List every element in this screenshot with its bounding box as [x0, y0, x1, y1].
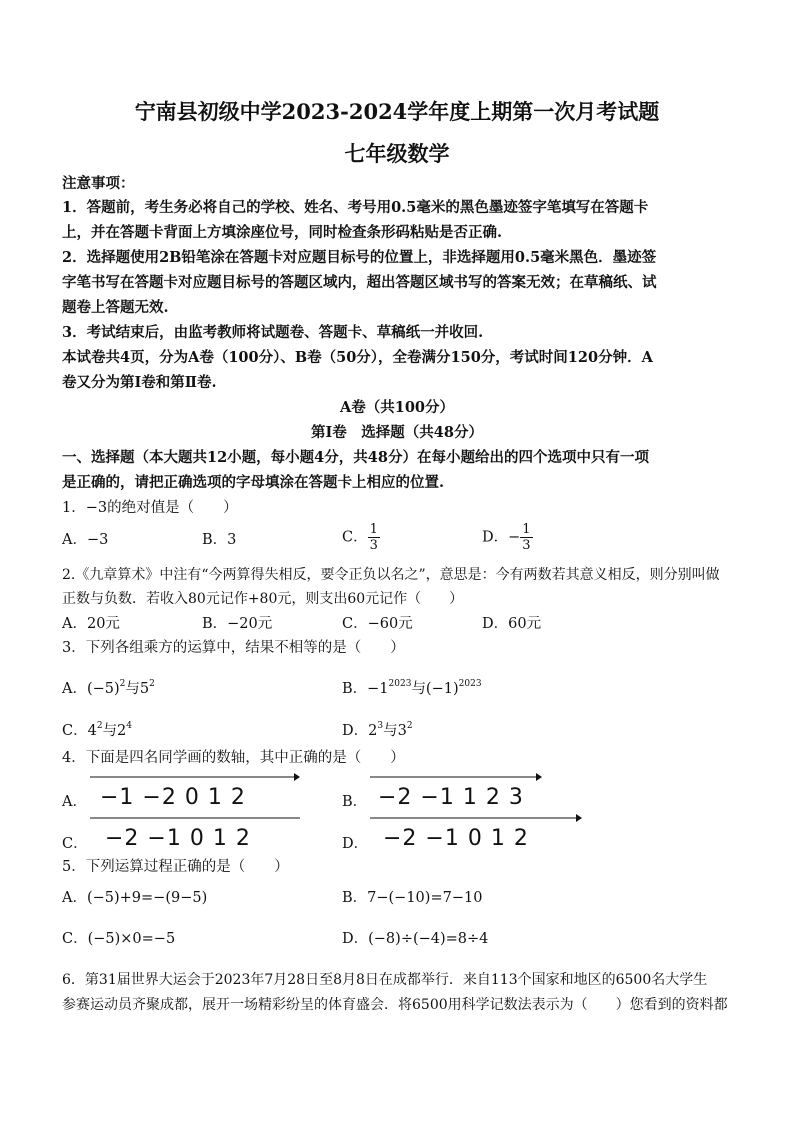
q4-option-a-numbers: −1 −2 0 1 2 [100, 785, 246, 810]
q1-option-d-label: D．− [482, 529, 521, 546]
q3-stem: 3．下列各组乘方的运算中，结果不相等的是（ ） [62, 640, 405, 656]
q6-stem-1: 6．第31届世界大运会于2023年7月28日至8月8日在成都举行．来自113个国家和地区的6500名大学生 [62, 972, 708, 988]
q3-d-base: D．2 [342, 723, 378, 739]
part-1-title: 第Ⅰ卷 选择题（共48分） [311, 424, 483, 441]
q4-option-a-axis [88, 770, 300, 784]
q1-d-denominator: 3 [522, 538, 531, 553]
notes-line-6: 3．考试结束后，由监考教师将试题卷、答题卡、草稿纸一并收回. [62, 324, 484, 341]
number-line-arrow [368, 770, 542, 784]
q3-c-exp-1: 2 [96, 721, 103, 731]
q3-option-c [62, 716, 132, 741]
q3-d-exp-1: 3 [377, 721, 384, 731]
notes-line-7: 本试卷共4页，分为A卷（100分）、B卷（50分），全卷满分150分，考试时间120分钟．A [62, 349, 653, 366]
q4-option-c-label: C． [62, 836, 88, 852]
q3-b-mid: 与(−1) [411, 681, 459, 697]
number-line-arrow [368, 811, 582, 825]
q4-option-d-numbers: −2 −1 0 1 2 [383, 826, 529, 851]
q4-option-c-numbers: −2 −1 0 1 2 [105, 826, 251, 851]
q3-a-base: A．(−5) [62, 681, 120, 697]
q3-d-mid: 与3 [383, 723, 407, 739]
q3-b-exp-1: 2023 [388, 679, 412, 689]
q5-option-b: B．7−(−10)=7−10 [342, 890, 483, 906]
q1-c-denominator: 3 [369, 538, 378, 553]
q3-c-exp-2: 4 [126, 721, 133, 731]
q3-a-mid: 与5 [125, 681, 150, 697]
q2-option-c: C．−60元 [342, 616, 413, 632]
q5-option-c: C．(−5)×0=−5 [62, 931, 176, 947]
q2-option-d: D．60元 [482, 616, 542, 632]
q1-option-d [482, 522, 533, 553]
q4-option-b-numbers: −2 −1 1 2 3 [378, 785, 524, 810]
number-line-arrow [88, 770, 300, 784]
q1-option-a: A．−3 [62, 532, 109, 548]
section-intro-1: 一、选择题（本大题共12小题，每小题4分，共48分）在每小题给出的四个选项中只有一项 [62, 449, 649, 466]
notes-line-1: 1．答题前，考生务必将自己的学校、姓名、考号用0.5毫米的黑色墨迹签字笔填写在答题卡 [62, 199, 649, 216]
q3-b-base: B．−1 [342, 681, 389, 697]
q3-d-exp-2: 2 [406, 721, 413, 731]
section-intro-2: 是正确的，请把正确选项的字母填涂在答题卡上相应的位置. [62, 474, 445, 491]
q1-option-c-label: C． [342, 529, 368, 546]
q3-a-exp-2: 2 [149, 679, 155, 689]
notes-line-4: 字笔书写在答题卡对应题目标号的答题区域内，超出答题区域书写的答案无效；在草稿纸、试 [62, 274, 657, 291]
notes-line-2: 上，并在答题卡背面上方填涂座位号，同时检查条形码粘贴是否正确. [62, 224, 503, 241]
q3-c-mid: 与2 [102, 723, 127, 739]
q1-option-c-fraction [368, 522, 380, 553]
q1-d-numerator: 1 [522, 522, 531, 537]
q4-option-a-label: A． [62, 794, 87, 810]
notes-line-5: 题卷上答题无效. [62, 299, 169, 316]
q3-option-b [342, 674, 482, 699]
q1-option-b: B．3 [202, 532, 237, 548]
q5-option-a: A．(−5)+9=−(9−5) [62, 890, 208, 906]
q1-option-d-fraction [520, 522, 532, 553]
q6-stem-2: 参赛运动员齐聚成都，展开一场精彩纷呈的体育盛会．将6500用科学记数法表示为（ ）您看到的资料都 [62, 997, 728, 1013]
q3-option-d [342, 716, 413, 741]
q3-c-base: C．4 [62, 723, 97, 739]
q4-option-d-axis [368, 811, 582, 825]
notes-line-3: 2．选择题使用2B铅笔涂在答题卡对应题目标号的位置上，非选择题用0.5毫米黑色．墨迹签 [62, 249, 657, 266]
q1-c-numerator: 1 [369, 522, 378, 537]
notes-line-8: 卷又分为第Ⅰ卷和第Ⅱ卷. [62, 374, 217, 391]
exam-subject: 七年级数学 [344, 141, 450, 166]
q5-stem: 5．下列运算过程正确的是（ ） [62, 859, 289, 875]
number-line-plain [88, 811, 302, 825]
q4-stem: 4．下面是四名同学画的数轴，其中正确的是（ ） [62, 750, 405, 766]
q2-stem-1: 2.《九章算术》中注有“今两算得失相反，要令正负以名之”，意思是：今有两数若其意义相反，则分别叫做 [62, 567, 720, 583]
q4-option-b-axis [368, 770, 542, 784]
q3-a-exp-1: 2 [119, 679, 126, 689]
exam-title: 宁南县初级中学2023-2024学年度上期第一次月考试题 [134, 99, 660, 124]
q1-stem: 1．−3的绝对值是（ ） [62, 500, 238, 516]
section-a-title: A卷（共100分） [339, 399, 455, 416]
q2-stem-2: 正数与负数．若收入80元记作+80元，则支出60元记作（ ） [62, 591, 464, 607]
q4-option-b-label: B． [342, 794, 368, 810]
q3-option-a [62, 674, 155, 699]
q3-b-exp-2: 2023 [458, 679, 482, 689]
q4-option-d-label: D． [342, 836, 369, 852]
q5-option-d: D．(−8)÷(−4)=8÷4 [342, 931, 489, 947]
q4-option-c-axis [88, 811, 302, 825]
q2-option-b: B．−20元 [202, 616, 273, 632]
q2-option-a: A．20元 [62, 616, 120, 632]
notes-heading: 注意事项： [62, 175, 135, 192]
q1-option-c [342, 522, 380, 553]
